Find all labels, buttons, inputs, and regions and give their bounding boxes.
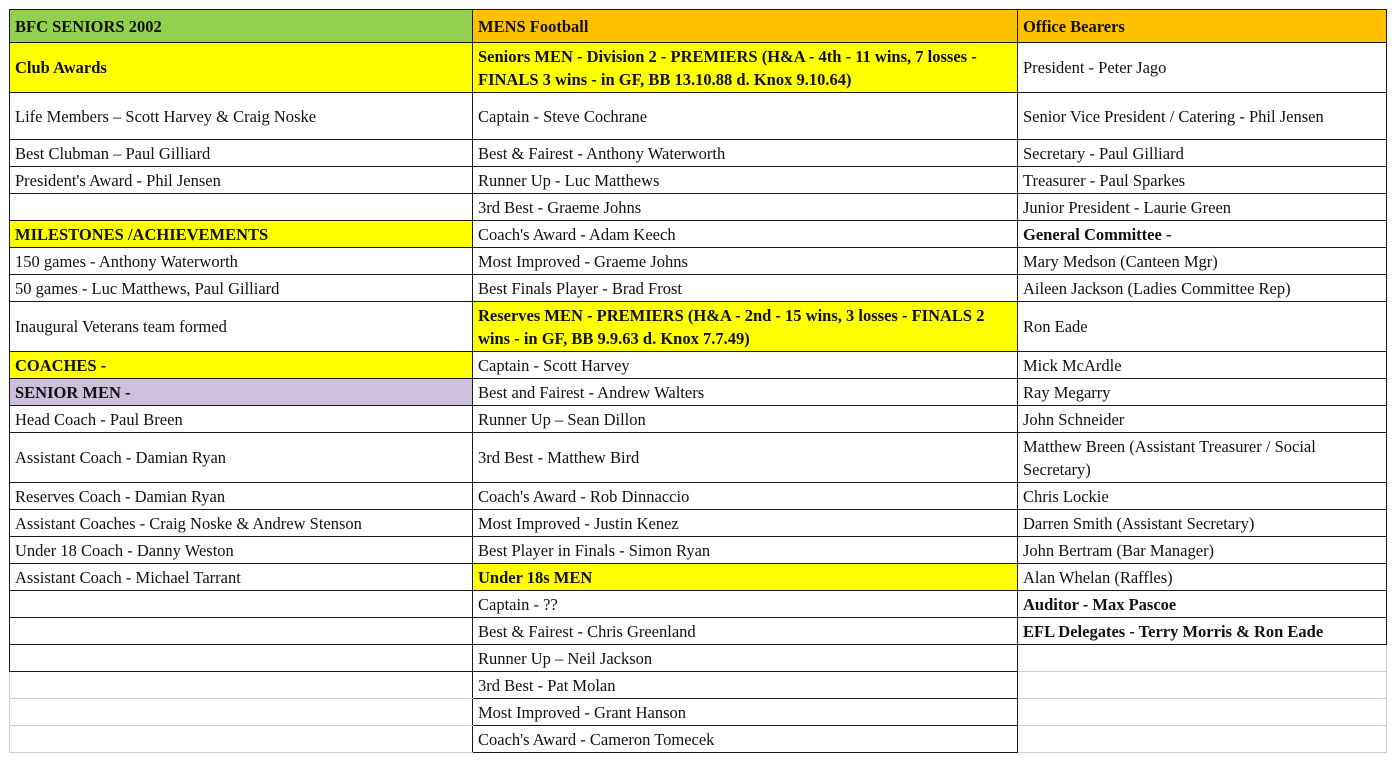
empty-cell[interactable] <box>10 618 473 645</box>
assistant-coach-u18-cell[interactable]: Assistant Coach - Michael Tarrant <box>10 564 473 591</box>
presidents-award-cell[interactable]: President's Award - Phil Jensen <box>10 167 473 194</box>
table-row <box>10 645 1387 672</box>
u18-runner-up-cell[interactable]: Runner Up – Neil Jackson <box>473 645 1018 672</box>
seniors-most-improved-cell[interactable]: Most Improved - Graeme Johns <box>473 248 1018 275</box>
table-row <box>10 699 1387 726</box>
committee-member-cell[interactable]: Ron Eade <box>1018 302 1387 352</box>
under-18-coach-cell[interactable]: Under 18 Coach - Danny Weston <box>10 537 473 564</box>
sheet-title[interactable]: BFC SENIORS 2002 <box>10 10 473 43</box>
seniors-captain-cell[interactable]: Captain - Steve Cochrane <box>473 93 1018 140</box>
table-row <box>10 510 1387 537</box>
reserves-coach-cell[interactable]: Reserves Coach - Damian Ryan <box>10 483 473 510</box>
committee-member-cell[interactable]: John Schneider <box>1018 406 1387 433</box>
senior-men-heading[interactable]: SENIOR MEN - <box>10 379 473 406</box>
reserves-captain-cell[interactable]: Captain - Scott Harvey <box>473 352 1018 379</box>
committee-member-cell[interactable]: Darren Smith (Assistant Secretary) <box>1018 510 1387 537</box>
table-row <box>10 591 1387 618</box>
seniors-coaches-award-cell[interactable]: Coach's Award - Adam Keech <box>473 221 1018 248</box>
junior-president-cell[interactable]: Junior President - Laurie Green <box>1018 194 1387 221</box>
reserves-coaches-award-cell[interactable]: Coach's Award - Rob Dinnaccio <box>473 483 1018 510</box>
reserves-3rd-best-cell[interactable]: 3rd Best - Matthew Bird <box>473 433 1018 483</box>
empty-cell[interactable] <box>10 726 473 753</box>
table-row <box>10 379 1387 406</box>
table-row <box>10 194 1387 221</box>
table-row <box>10 248 1387 275</box>
empty-cell[interactable] <box>1018 699 1387 726</box>
games-150-cell[interactable]: 150 games - Anthony Waterworth <box>10 248 473 275</box>
table-row <box>10 726 1387 753</box>
table-row <box>10 10 1387 43</box>
empty-cell[interactable] <box>1018 672 1387 699</box>
office-bearers-header[interactable]: Office Bearers <box>1018 10 1387 43</box>
u18-3rd-best-cell[interactable]: 3rd Best - Pat Molan <box>473 672 1018 699</box>
empty-cell[interactable] <box>10 645 473 672</box>
table-row <box>10 302 1387 352</box>
u18-most-improved-cell[interactable]: Most Improved - Grant Hanson <box>473 699 1018 726</box>
reserves-men-heading[interactable]: Reserves MEN - PREMIERS (H&A - 2nd - 15 wins, 3 losses - FINALS 2 wins - in GF, BB 9.9.63 d. Knox 7.7.49) <box>473 302 1018 352</box>
efl-delegates-cell[interactable]: EFL Delegates - Terry Morris & Ron Eade <box>1018 618 1387 645</box>
committee-member-cell[interactable]: John Bertram (Bar Manager) <box>1018 537 1387 564</box>
coaches-heading[interactable]: COACHES - <box>10 352 473 379</box>
u18-captain-cell[interactable]: Captain - ?? <box>473 591 1018 618</box>
reserves-best-finals-cell[interactable]: Best Player in Finals - Simon Ryan <box>473 537 1018 564</box>
svp-cell[interactable]: Senior Vice President / Catering - Phil Jensen <box>1018 93 1387 140</box>
general-committee-heading[interactable]: General Committee - <box>1018 221 1387 248</box>
table-row <box>10 167 1387 194</box>
table-row <box>10 483 1387 510</box>
table-row <box>10 537 1387 564</box>
table-row <box>10 433 1387 483</box>
committee-member-cell[interactable]: Chris Lockie <box>1018 483 1387 510</box>
committee-member-cell[interactable]: Alan Whelan (Raffles) <box>1018 564 1387 591</box>
bfc-seniors-2002-sheet <box>9 9 1387 753</box>
president-cell[interactable]: President - Peter Jago <box>1018 43 1387 93</box>
reserves-most-improved-cell[interactable]: Most Improved - Justin Kenez <box>473 510 1018 537</box>
table-row <box>10 406 1387 433</box>
empty-cell[interactable] <box>1018 726 1387 753</box>
secretary-cell[interactable]: Secretary - Paul Gilliard <box>1018 140 1387 167</box>
committee-member-cell[interactable]: Ray Megarry <box>1018 379 1387 406</box>
under-18s-heading[interactable]: Under 18s MEN <box>473 564 1018 591</box>
committee-member-cell[interactable]: Matthew Breen (Assistant Treasurer / Social Secretary) <box>1018 433 1387 483</box>
empty-cell[interactable] <box>1018 645 1387 672</box>
seniors-best-finals-cell[interactable]: Best Finals Player - Brad Frost <box>473 275 1018 302</box>
table-row <box>10 618 1387 645</box>
games-50-cell[interactable]: 50 games - Luc Matthews, Paul Gilliard <box>10 275 473 302</box>
mens-football-header[interactable]: MENS Football <box>473 10 1018 43</box>
empty-cell[interactable] <box>10 591 473 618</box>
table-row <box>10 140 1387 167</box>
table-row <box>10 221 1387 248</box>
table-row <box>10 43 1387 93</box>
veterans-cell[interactable]: Inaugural Veterans team formed <box>10 302 473 352</box>
empty-cell[interactable] <box>10 194 473 221</box>
reserves-runner-up-cell[interactable]: Runner Up – Sean Dillon <box>473 406 1018 433</box>
seniors-men-heading[interactable]: Seniors MEN - Division 2 - PREMIERS (H&A - 4th - 11 wins, 7 losses - FINALS 3 wins - in GF, BB 13.10.88 d. Knox 9.10.64) <box>473 43 1018 93</box>
table-row <box>10 275 1387 302</box>
table-row <box>10 352 1387 379</box>
seniors-best-fairest-cell[interactable]: Best & Fairest - Anthony Waterworth <box>473 140 1018 167</box>
best-clubman-cell[interactable]: Best Clubman – Paul Gilliard <box>10 140 473 167</box>
life-members-cell[interactable]: Life Members – Scott Harvey & Craig Noske <box>10 93 473 140</box>
milestones-heading[interactable]: MILESTONES /ACHIEVEMENTS <box>10 221 473 248</box>
u18-best-fairest-cell[interactable]: Best & Fairest - Chris Greenland <box>473 618 1018 645</box>
committee-member-cell[interactable]: Mick McArdle <box>1018 352 1387 379</box>
seniors-runner-up-cell[interactable]: Runner Up - Luc Matthews <box>473 167 1018 194</box>
empty-cell[interactable] <box>10 672 473 699</box>
club-awards-heading[interactable]: Club Awards <box>10 43 473 93</box>
committee-member-cell[interactable]: Aileen Jackson (Ladies Committee Rep) <box>1018 275 1387 302</box>
committee-member-cell[interactable]: Mary Medson (Canteen Mgr) <box>1018 248 1387 275</box>
table-row <box>10 564 1387 591</box>
head-coach-cell[interactable]: Head Coach - Paul Breen <box>10 406 473 433</box>
auditor-cell[interactable]: Auditor - Max Pascoe <box>1018 591 1387 618</box>
reserves-best-fairest-cell[interactable]: Best and Fairest - Andrew Walters <box>473 379 1018 406</box>
u18-coaches-award-cell[interactable]: Coach's Award - Cameron Tomecek <box>473 726 1018 753</box>
table-row <box>10 672 1387 699</box>
seniors-3rd-best-cell[interactable]: 3rd Best - Graeme Johns <box>473 194 1018 221</box>
empty-cell[interactable] <box>10 699 473 726</box>
table-row <box>10 93 1387 140</box>
treasurer-cell[interactable]: Treasurer - Paul Sparkes <box>1018 167 1387 194</box>
assistant-coaches-cell[interactable]: Assistant Coaches - Craig Noske & Andrew Stenson <box>10 510 473 537</box>
assistant-coach-cell[interactable]: Assistant Coach - Damian Ryan <box>10 433 473 483</box>
